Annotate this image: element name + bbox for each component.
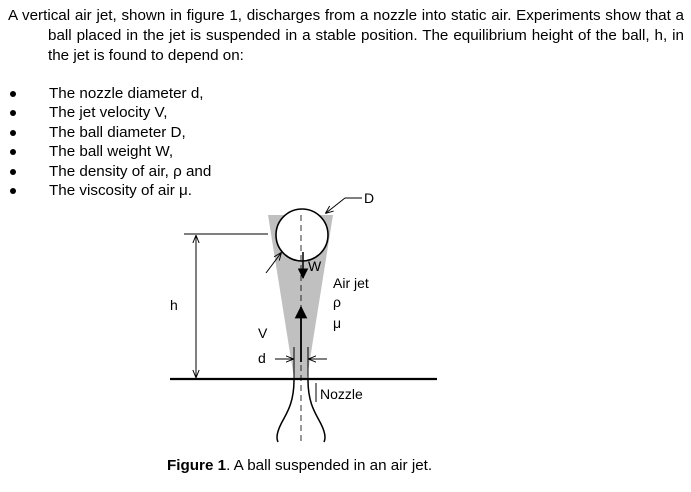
figure-caption-text: . A ball suspended in an air jet. xyxy=(226,457,433,474)
list-item-text: The viscosity of air μ. xyxy=(49,182,192,200)
density-label: ρ xyxy=(333,294,341,310)
height-label: h xyxy=(170,297,178,313)
list-item-text: The jet velocity V, xyxy=(49,104,168,122)
ball-diameter-label: D xyxy=(364,190,375,206)
problem-intro: A vertical air jet, shown in figure 1, discharges from a nozzle into static air. Experiments show that a ball placed in the jet is suspended in a stable position. The equilibrium height of the ball, h, in the jet is found to depend on: xyxy=(8,7,684,64)
list-item-text: The ball weight W, xyxy=(49,143,174,161)
list-item-text: The ball diameter D, xyxy=(49,123,186,141)
figure-caption xyxy=(167,457,432,474)
velocity-label: V xyxy=(258,325,268,341)
figure-caption-number: Figure 1 xyxy=(167,457,227,474)
list-item-text: The density of air, ρ and xyxy=(49,162,212,180)
nozzle-left-wall xyxy=(277,380,294,442)
nozzle-label: Nozzle xyxy=(320,386,363,402)
nozzle-diameter-label: d xyxy=(258,350,266,366)
weight-label: W xyxy=(308,258,322,274)
ball-diameter-leader-arrow xyxy=(326,198,345,213)
list-item-text: The nozzle diameter d, xyxy=(49,85,204,102)
air-jet-label: Air jet xyxy=(333,275,369,291)
ball xyxy=(276,209,328,261)
viscosity-label: μ xyxy=(333,315,342,331)
